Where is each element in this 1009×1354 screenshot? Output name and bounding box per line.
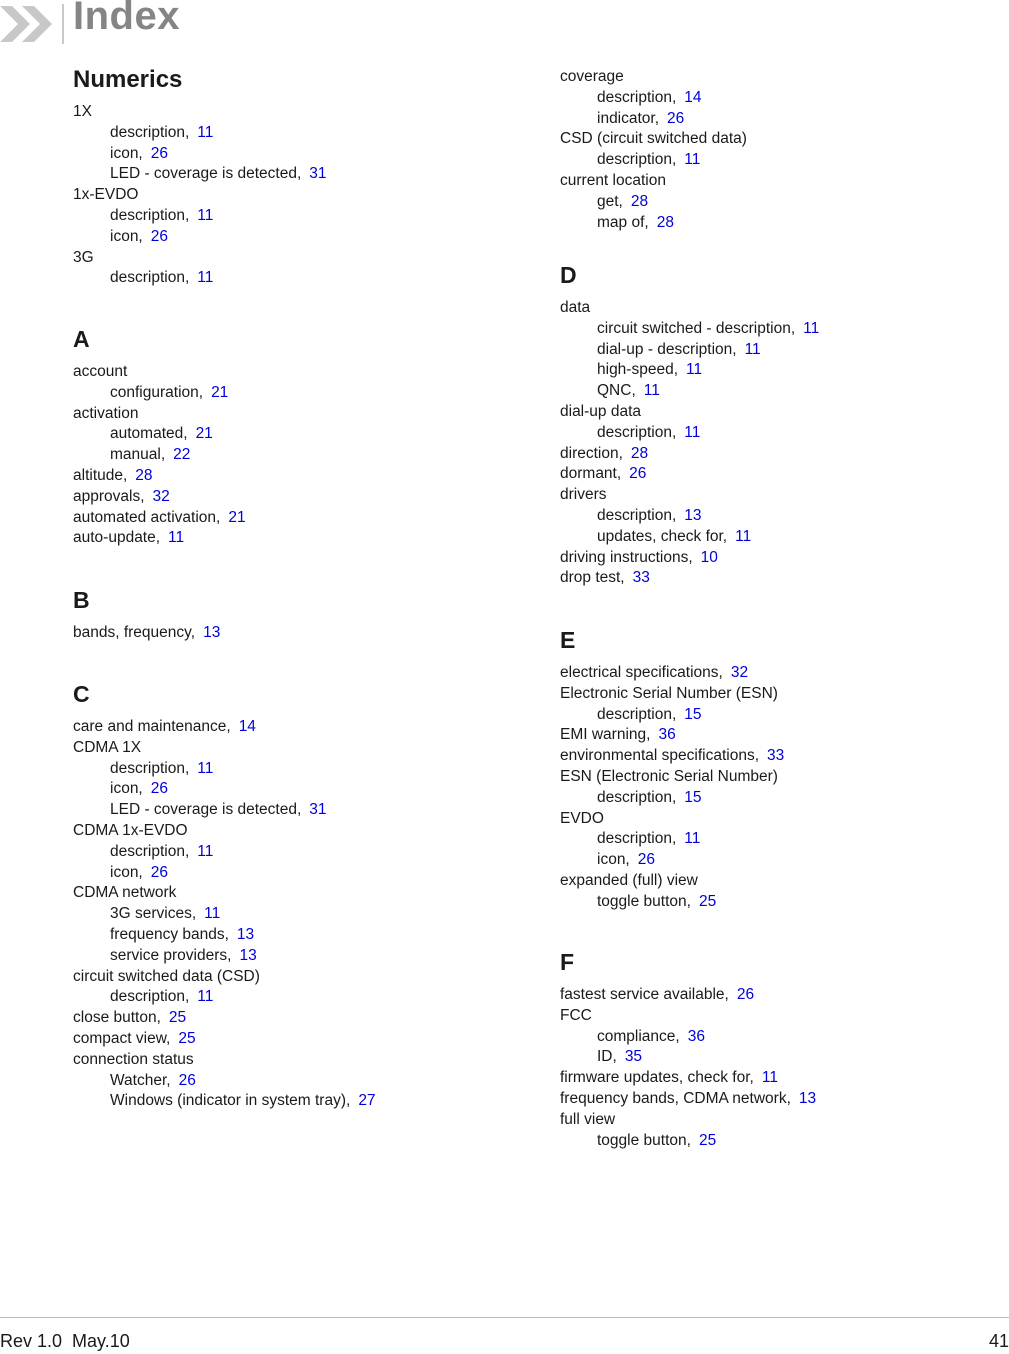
index-section-c xyxy=(73,681,376,1112)
index-entry xyxy=(73,1029,376,1050)
index-term: ID, xyxy=(597,1048,617,1066)
page-reference-link[interactable]: 26 xyxy=(150,227,168,245)
page-reference-link[interactable]: 21 xyxy=(211,383,229,401)
index-subentry xyxy=(73,206,327,227)
index-entry xyxy=(73,248,327,269)
page-reference-link[interactable]: 26 xyxy=(178,1071,196,1089)
page-reference-link[interactable]: 11 xyxy=(744,340,761,358)
page-reference-link[interactable]: 11 xyxy=(643,382,660,400)
page-reference-link[interactable]: 28 xyxy=(656,213,674,231)
index-term: approvals, xyxy=(73,487,145,505)
index-entry xyxy=(73,821,376,842)
index-subentry xyxy=(560,506,819,527)
index-entry xyxy=(73,623,220,644)
index-term: updates, check for, xyxy=(597,527,728,545)
index-subentry xyxy=(560,192,747,213)
index-entry xyxy=(73,528,246,549)
index-section-d xyxy=(560,262,819,589)
index-section-a xyxy=(73,326,246,549)
index-term: 3G services, xyxy=(110,905,197,923)
index-term: connection status xyxy=(73,1050,194,1068)
index-term: fastest service available, xyxy=(560,986,729,1003)
page-reference-link[interactable]: 14 xyxy=(684,88,702,106)
page-reference-link[interactable]: 27 xyxy=(358,1092,376,1110)
index-term: high-speed, xyxy=(597,361,679,379)
page-reference-link[interactable]: 26 xyxy=(637,851,655,869)
index-entry xyxy=(73,487,246,508)
index-entry xyxy=(73,508,246,529)
section-heading: D xyxy=(560,262,577,288)
page-reference-link[interactable]: 25 xyxy=(178,1029,196,1047)
index-subentry xyxy=(73,779,376,800)
index-term: circuit switched data (CSD) xyxy=(73,967,260,985)
index-entry xyxy=(560,1068,816,1089)
footer-divider xyxy=(0,1317,1009,1318)
index-entry xyxy=(560,298,819,319)
index-section-b xyxy=(73,587,220,644)
index-term: close button, xyxy=(73,1009,161,1027)
index-term: 1X xyxy=(73,103,92,120)
page-reference-link[interactable]: 15 xyxy=(684,788,702,806)
index-subentry xyxy=(560,705,784,726)
index-subentry xyxy=(560,340,819,361)
index-subentry xyxy=(73,1091,376,1112)
index-section-numerics xyxy=(73,66,327,289)
index-entry xyxy=(560,684,784,705)
page-reference-link[interactable]: 28 xyxy=(630,192,649,210)
page-reference-link[interactable]: 28 xyxy=(135,466,153,484)
index-subentry xyxy=(73,227,327,248)
index-term: account xyxy=(73,363,128,380)
index-term: description, xyxy=(110,269,190,287)
index-entry xyxy=(73,466,246,487)
index-entry xyxy=(73,185,327,206)
index-term: Watcher, xyxy=(110,1071,171,1089)
index-term: driving instructions, xyxy=(560,548,693,566)
page-reference-link[interactable]: 14 xyxy=(238,718,256,735)
index-section-c-continued xyxy=(560,67,747,233)
index-term: description, xyxy=(110,123,190,141)
page-reference-link[interactable]: 36 xyxy=(687,1027,705,1045)
page-reference-link[interactable]: 35 xyxy=(624,1048,643,1066)
page-reference-link[interactable]: 11 xyxy=(197,269,214,287)
index-subentry xyxy=(73,800,376,821)
index-term: toggle button, xyxy=(597,892,691,910)
index-entry xyxy=(73,738,376,759)
index-term: CDMA network xyxy=(73,884,177,902)
section-heading: C xyxy=(73,681,90,707)
index-subentry xyxy=(560,829,784,850)
index-term: CDMA 1X xyxy=(73,738,142,756)
index-term: 3G xyxy=(73,248,94,266)
index-term: data xyxy=(560,299,591,316)
index-entry xyxy=(560,663,784,684)
index-term: icon, xyxy=(597,851,630,869)
index-term: dormant, xyxy=(560,465,622,483)
index-entry xyxy=(560,129,747,150)
index-subentry xyxy=(73,925,376,946)
index-subentry xyxy=(560,88,747,109)
page-reference-link[interactable]: 11 xyxy=(197,988,214,1006)
index-term: description, xyxy=(597,151,677,169)
index-term: EMI warning, xyxy=(560,726,651,744)
page-reference-link[interactable]: 33 xyxy=(767,747,785,765)
index-subentry xyxy=(73,1071,376,1092)
index-section-f xyxy=(560,949,816,1151)
index-term: current location xyxy=(560,171,666,189)
index-subentry xyxy=(560,892,784,913)
index-term: full view xyxy=(560,1110,616,1128)
page-reference-link[interactable]: 13 xyxy=(239,946,257,964)
page-reference-link[interactable]: 26 xyxy=(150,144,168,162)
index-term: service providers, xyxy=(110,946,232,964)
footer-revision: Rev 1.0 May.10 xyxy=(0,1331,130,1351)
index-term: electrical specifications, xyxy=(560,664,723,681)
index-term: description, xyxy=(597,705,677,723)
page-reference-link[interactable]: 26 xyxy=(736,986,755,1003)
index-subentry xyxy=(560,788,784,809)
index-term: Windows (indicator in system tray), xyxy=(110,1092,351,1110)
index-term: description, xyxy=(597,506,677,524)
index-subentry xyxy=(560,150,747,171)
index-term: circuit switched - description, xyxy=(597,319,796,337)
index-subentry xyxy=(73,842,376,863)
index-entry xyxy=(560,809,784,830)
index-term: CSD (circuit switched data) xyxy=(560,130,747,148)
index-term: description, xyxy=(597,423,677,441)
index-entry xyxy=(560,568,819,589)
index-subentry xyxy=(73,987,376,1008)
index-term: dial-up data xyxy=(560,402,642,420)
page-reference-link[interactable]: 22 xyxy=(173,446,191,464)
index-entry xyxy=(73,102,327,123)
index-term: icon, xyxy=(110,144,143,162)
page-reference-link[interactable]: 28 xyxy=(630,444,649,462)
page-reference-link[interactable]: 32 xyxy=(730,664,749,681)
index-term: indicator, xyxy=(597,109,660,127)
page-reference-link[interactable]: 36 xyxy=(658,726,676,744)
index-term: 1x-EVDO xyxy=(73,186,139,204)
page-reference-link[interactable]: 15 xyxy=(684,705,702,723)
index-subentry xyxy=(73,759,376,780)
page-reference-link[interactable]: 11 xyxy=(684,423,701,441)
index-term: expanded (full) view xyxy=(560,871,698,889)
index-entry xyxy=(560,402,819,423)
index-entry xyxy=(73,1008,376,1029)
index-term: icon, xyxy=(110,780,143,798)
page-reference-link[interactable]: 11 xyxy=(686,361,703,379)
index-term: description, xyxy=(110,988,190,1006)
index-term: description, xyxy=(597,830,677,848)
index-entry xyxy=(560,985,816,1006)
index-subentry xyxy=(73,904,376,925)
index-entry xyxy=(73,1050,376,1071)
index-term: automated, xyxy=(110,425,188,443)
page-reference-link[interactable]: 13 xyxy=(798,1089,817,1107)
index-term: coverage xyxy=(560,68,624,85)
index-term: frequency bands, xyxy=(110,925,229,943)
page-reference-link[interactable]: 11 xyxy=(197,842,214,860)
index-term: firmware updates, check for, xyxy=(560,1069,754,1087)
index-term: ESN (Electronic Serial Number) xyxy=(560,767,778,785)
section-heading: B xyxy=(73,587,90,613)
index-subentry xyxy=(560,850,784,871)
index-entry xyxy=(73,404,246,425)
index-entry xyxy=(560,1006,816,1027)
index-subentry xyxy=(560,109,747,130)
index-term: direction, xyxy=(560,444,623,462)
section-heading: A xyxy=(73,326,90,352)
index-term: EVDO xyxy=(560,809,604,827)
page-reference-link[interactable]: 21 xyxy=(228,508,246,526)
page-reference-link[interactable]: 26 xyxy=(150,863,168,881)
page-reference-link[interactable]: 26 xyxy=(629,465,647,483)
page-reference-link[interactable]: 11 xyxy=(684,151,701,169)
page-reference-link[interactable]: 26 xyxy=(667,109,685,127)
index-subentry xyxy=(560,1027,816,1048)
index-term: bands, frequency, xyxy=(73,624,196,641)
index-term: QNC, xyxy=(597,382,636,400)
index-term: compact view, xyxy=(73,1029,171,1047)
index-section-e xyxy=(560,627,784,913)
page-reference-link[interactable]: 25 xyxy=(698,1131,717,1149)
index-entry xyxy=(560,548,819,569)
index-subentry xyxy=(73,268,327,289)
page-reference-link[interactable]: 11 xyxy=(197,123,214,141)
index-term: altitude, xyxy=(73,466,128,484)
page-reference-link[interactable]: 11 xyxy=(197,206,214,224)
footer-page-number: 41 xyxy=(988,1331,1009,1351)
page-reference-link[interactable]: 11 xyxy=(735,527,752,545)
page-reference-link[interactable]: 11 xyxy=(204,905,221,923)
index-subentry xyxy=(560,1047,816,1068)
page-reference-link[interactable]: 31 xyxy=(309,165,327,183)
page-reference-link[interactable]: 21 xyxy=(195,425,213,443)
index-subentry xyxy=(560,319,819,340)
index-entry xyxy=(560,485,819,506)
section-heading: F xyxy=(560,949,575,975)
index-subentry xyxy=(73,946,376,967)
index-subentry xyxy=(73,445,246,466)
double-chevron-logo-icon xyxy=(0,2,66,46)
index-term: map of, xyxy=(597,213,649,231)
page-reference-link[interactable]: 11 xyxy=(803,319,820,337)
page-reference-link[interactable]: 13 xyxy=(684,506,702,524)
index-subentry xyxy=(560,1131,816,1152)
index-term: automated activation, xyxy=(73,508,221,526)
page-reference-link[interactable]: 10 xyxy=(700,548,718,566)
index-subentry xyxy=(73,863,376,884)
index-term: LED - coverage is detected, xyxy=(110,801,302,819)
index-term: CDMA 1x-EVDO xyxy=(73,821,188,839)
page-title: Index xyxy=(73,0,180,38)
index-entry xyxy=(560,67,747,88)
index-term: frequency bands, CDMA network, xyxy=(560,1089,791,1107)
index-subentry xyxy=(73,144,327,165)
index-entry xyxy=(560,444,819,465)
index-term: Electronic Serial Number (ESN) xyxy=(560,684,778,702)
page-reference-link[interactable]: 11 xyxy=(761,1069,778,1087)
index-term: dial-up - description, xyxy=(597,340,737,358)
index-term: configuration, xyxy=(110,383,204,401)
index-term: activation xyxy=(73,404,139,422)
index-term: description, xyxy=(110,206,190,224)
page-reference-link[interactable]: 26 xyxy=(150,780,168,798)
page-reference-link[interactable]: 33 xyxy=(632,569,650,587)
section-heading: E xyxy=(560,627,576,653)
index-entry xyxy=(560,767,784,788)
index-entry xyxy=(73,883,376,904)
page-reference-link[interactable]: 31 xyxy=(309,801,327,819)
index-subentry xyxy=(73,123,327,144)
index-entry xyxy=(73,717,376,738)
index-term: FCC xyxy=(560,1006,592,1024)
index-entry xyxy=(560,725,784,746)
index-entry xyxy=(73,362,246,383)
page-reference-link[interactable]: 32 xyxy=(152,487,170,505)
page-reference-link[interactable]: 11 xyxy=(684,830,701,848)
index-term: environmental specifications, xyxy=(560,747,760,765)
index-term: icon, xyxy=(110,863,143,881)
index-entry xyxy=(73,967,376,988)
index-term: drivers xyxy=(560,486,607,504)
page-reference-link[interactable]: 25 xyxy=(698,892,717,910)
index-entry xyxy=(560,464,819,485)
index-entry xyxy=(560,171,747,192)
index-entry xyxy=(560,871,784,892)
index-entry xyxy=(560,1089,816,1110)
index-subentry xyxy=(560,360,819,381)
index-subentry xyxy=(73,424,246,445)
page-reference-link[interactable]: 25 xyxy=(168,1009,187,1027)
page-reference-link[interactable]: 11 xyxy=(197,759,214,777)
index-term: description, xyxy=(110,842,190,860)
index-subentry xyxy=(560,381,819,402)
index-entry xyxy=(560,746,784,767)
index-term: description, xyxy=(597,788,677,806)
index-term: care and maintenance, xyxy=(73,718,231,735)
index-subentry xyxy=(73,383,246,404)
page-reference-link[interactable]: 11 xyxy=(168,529,185,547)
index-term: get, xyxy=(597,192,623,210)
index-term: icon, xyxy=(110,227,143,245)
index-term: toggle button, xyxy=(597,1131,691,1149)
page-reference-link[interactable]: 13 xyxy=(236,925,255,943)
page-reference-link[interactable]: 13 xyxy=(203,624,221,641)
index-term: description, xyxy=(597,88,677,106)
index-subentry xyxy=(560,423,819,444)
index-term: compliance, xyxy=(597,1027,680,1045)
index-entry xyxy=(560,1110,816,1131)
index-term: auto-update, xyxy=(73,529,161,547)
index-subentry xyxy=(560,213,747,234)
index-term: LED - coverage is detected, xyxy=(110,165,302,183)
index-term: description, xyxy=(110,759,190,777)
index-subentry xyxy=(73,164,327,185)
index-term: drop test, xyxy=(560,569,625,587)
section-heading: Numerics xyxy=(73,66,183,93)
index-term: manual, xyxy=(110,446,166,464)
index-subentry xyxy=(560,527,819,548)
